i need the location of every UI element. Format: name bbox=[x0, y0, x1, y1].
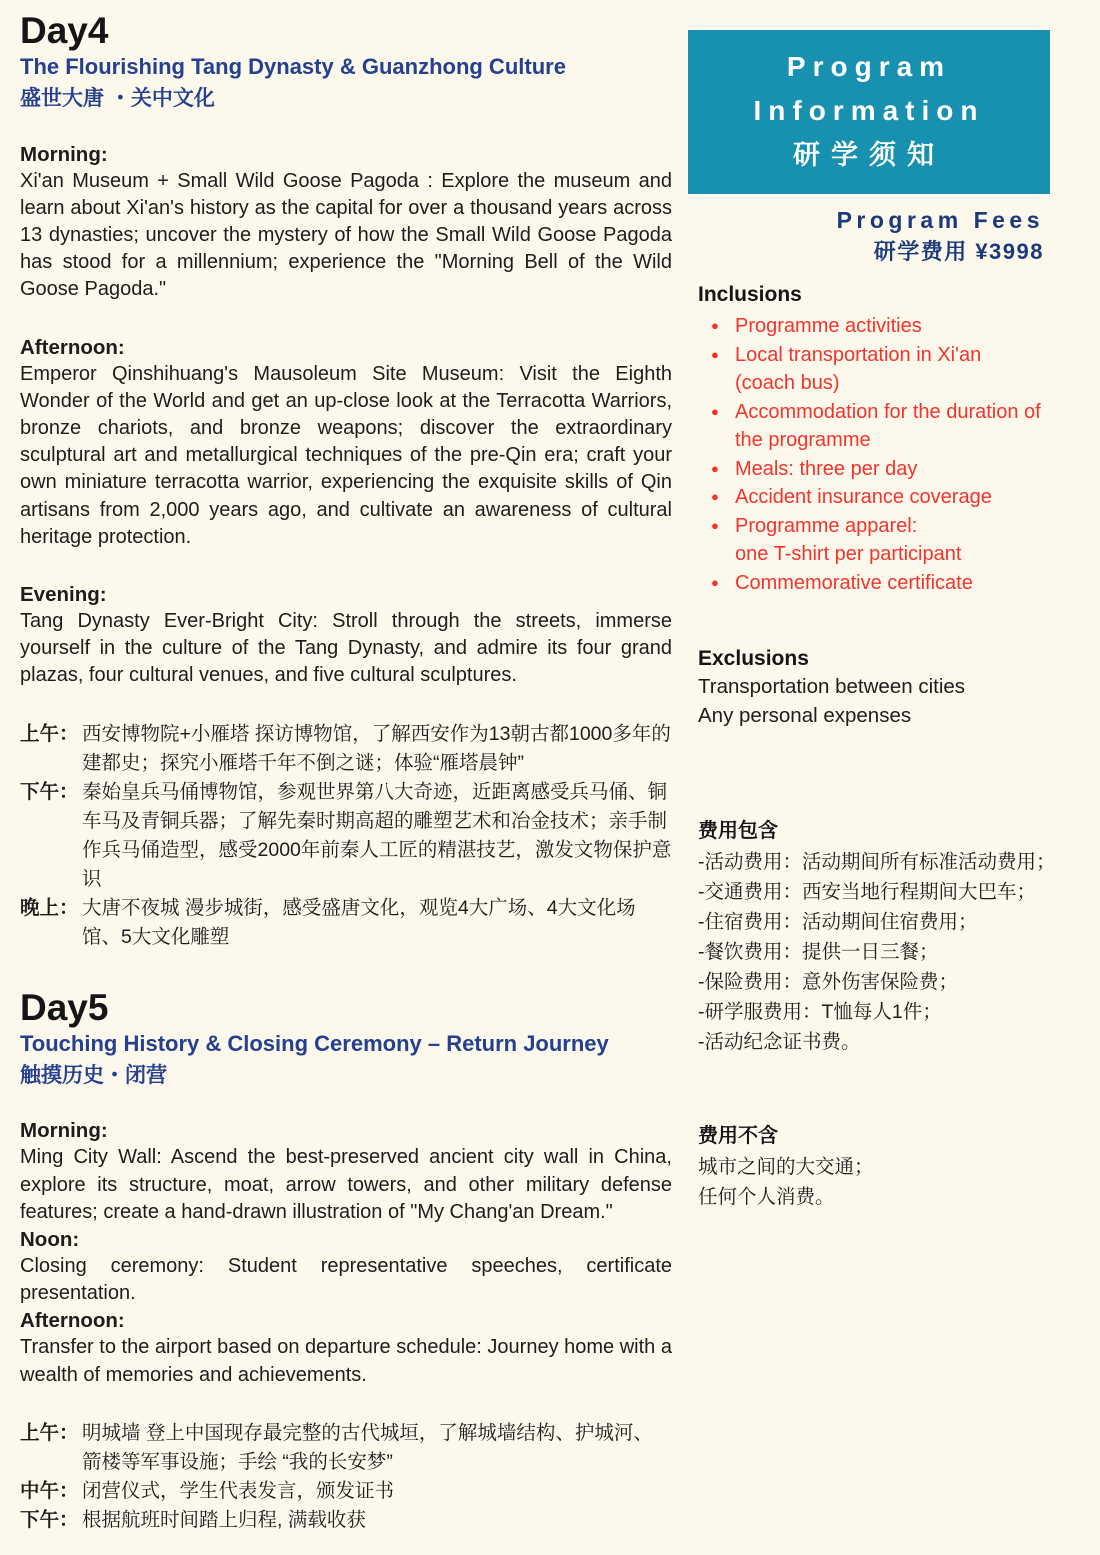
block-text: Xi'an Museum + Small Wild Goose Pagoda : Explore the museum and learn about Xi'an's history as the capital for over a thousand years across 13 dynasties; uncover the mystery of how the Small Wild Goose Pagoda has stood for a millennium; experience the "Morning Bell of the Wild Goose Pagoda." bbox=[20, 169, 672, 301]
day5-section bbox=[20, 987, 672, 1535]
bullet-icon: ● bbox=[711, 517, 719, 533]
inclusion-line: the programme bbox=[735, 429, 871, 451]
inclusion-item bbox=[698, 455, 1072, 484]
zh-schedule-label: 下午： bbox=[20, 1508, 79, 1531]
program-fees-price: 研学费用 ¥3998 bbox=[873, 239, 1044, 264]
day4-subtitle-en: The Flourishing Tang Dynasty & Guanzhong Culture bbox=[20, 54, 566, 80]
fee-line: -活动纪念证书费。 bbox=[698, 1031, 861, 1053]
day4-afternoon-block bbox=[20, 334, 672, 551]
program-fees-title: Program Fees bbox=[836, 207, 1044, 233]
inclusion-item bbox=[698, 398, 1072, 455]
day5-subtitle-zh: 触摸历史・闭营 bbox=[20, 1064, 167, 1088]
zh-schedule-item bbox=[20, 894, 672, 952]
zh-schedule-text: 明城墙 登上中国现存最完整的古代城垣，了解城墙结构、护城河、箭楼等军事设施；手绘 “我的长安梦” bbox=[82, 1421, 653, 1473]
itinerary-column bbox=[20, 10, 672, 1535]
zh-schedule-text: 根据航班时间踏上归程, 满载收获 bbox=[82, 1508, 366, 1531]
day5-subtitle-en: Touching History & Closing Ceremony – Return Journey bbox=[20, 1031, 609, 1057]
inclusion-line: Accident insurance coverage bbox=[735, 486, 992, 508]
zh-schedule-text: 西安博物院+小雁塔 探访博物馆，了解西安作为13朝古都1000多年的建都史；探究小雁塔千年不倒之谜；体验“雁塔晨钟” bbox=[82, 722, 671, 774]
zh-schedule-item bbox=[20, 1419, 672, 1477]
day4-section bbox=[20, 10, 672, 952]
day4-subtitle-zh: 盛世大唐 ・关中文化 bbox=[20, 87, 215, 111]
inclusions-list bbox=[688, 312, 1072, 597]
program-info-title-en: Program Information bbox=[753, 51, 985, 126]
block-text: Ming City Wall: Ascend the best-preserved ancient city wall in China, explore its structure, moat, arrow towers, and other military defense features; create a hand-drawn illustration of "My Chang'an Dream." bbox=[20, 1146, 672, 1223]
inclusion-line: Commemorative certificate bbox=[735, 571, 973, 594]
zh-schedule-item bbox=[20, 778, 672, 894]
block-text: Closing ceremony: Student representative speeches, certificate presentation. bbox=[20, 1254, 672, 1305]
inclusion-line: Programme apparel: bbox=[735, 514, 918, 537]
zh-schedule-label: 上午： bbox=[20, 722, 79, 745]
day5-afternoon-block bbox=[20, 1307, 672, 1388]
day5-zh-schedule bbox=[20, 1419, 672, 1535]
inclusion-item bbox=[698, 341, 1072, 398]
zh-schedule-item bbox=[20, 1477, 672, 1506]
program-fees bbox=[688, 206, 1050, 267]
fee-line: -餐饮费用：提供一日三餐； bbox=[698, 941, 939, 963]
zh-schedule-label: 上午： bbox=[20, 1421, 79, 1444]
fee-line: 城市之间的大交通； bbox=[698, 1156, 874, 1178]
exclusion-item: Any personal expenses bbox=[698, 703, 912, 727]
inclusion-item bbox=[698, 512, 1072, 569]
fee-line: -研学服费用：T恤每人1件； bbox=[698, 1001, 942, 1023]
zh-schedule-item bbox=[20, 1506, 672, 1535]
zh-schedule-text: 大唐不夜城 漫步城街，感受盛唐文化，观览4大广场、4大文化场馆、5大文化雕塑 bbox=[82, 896, 636, 948]
bullet-icon: ● bbox=[711, 460, 719, 476]
fee-line: -交通费用：西安当地行程期间大巴车； bbox=[698, 881, 1036, 903]
fee-line: 任何个人消费。 bbox=[698, 1186, 835, 1208]
block-label: Afternoon: bbox=[20, 335, 125, 359]
fee-line: -住宿费用：活动期间住宿费用； bbox=[698, 911, 978, 933]
fee-line: -保险费用：意外伤害保险费； bbox=[698, 971, 958, 993]
bullet-icon: ● bbox=[711, 489, 719, 504]
inclusion-item bbox=[698, 569, 1072, 598]
bullet-icon: ● bbox=[711, 346, 719, 362]
program-info-column bbox=[688, 10, 1072, 1535]
block-text: Emperor Qinshihuang's Mausoleum Site Museum: Visit the Eighth Wonder of the World and get an up-close look at the Terracotta Warriors, bronze chariots, and bronze weapons; discover the extraordinary sculptural art and metallurgical techniques of the pre-Qin era; craft your own miniature terracotta warrior, experiencing the exquisite skills of Qin artisans from 2,000 years ago, and cultivate an awareness of cultural heritage protection. bbox=[20, 362, 672, 548]
inclusion-line: one T-shirt per participant bbox=[735, 543, 962, 565]
day5-noon-block bbox=[20, 1226, 672, 1307]
block-label: Noon: bbox=[20, 1227, 80, 1251]
fee-line: -活动费用：活动期间所有标准活动费用； bbox=[698, 851, 1056, 873]
bullet-icon: ● bbox=[711, 318, 719, 333]
zh-schedule-label: 下午： bbox=[20, 780, 79, 803]
fees-included-zh-heading: 费用包含 bbox=[698, 820, 778, 842]
day4-zh-schedule bbox=[20, 720, 672, 952]
bullet-icon: ● bbox=[711, 574, 719, 590]
zh-schedule-label: 晚上： bbox=[20, 896, 79, 919]
day4-title: Day4 bbox=[20, 10, 109, 51]
zh-schedule-item bbox=[20, 720, 672, 778]
fees-excluded-zh-heading: 费用不含 bbox=[698, 1125, 778, 1147]
program-info-box bbox=[688, 30, 1050, 194]
exclusions-heading: Exclusions bbox=[698, 647, 809, 670]
inclusions-heading: Inclusions bbox=[698, 283, 802, 306]
zh-schedule-text: 秦始皇兵马俑博物馆，参观世界第八大奇迹，近距离感受兵马俑、铜车马及青铜兵器；了解先秦时期高超的雕塑艺术和冶金技术；亲手制作兵马俑造型，感受2000年前秦人工匠的精湛技艺，激发文物保护意识 bbox=[82, 780, 672, 890]
inclusion-line: Accommodation for the duration of bbox=[735, 400, 1041, 423]
exclusion-item: Transportation between cities bbox=[698, 675, 966, 698]
block-label: Morning: bbox=[20, 1119, 108, 1143]
inclusion-line: Programme activities bbox=[735, 315, 922, 337]
day4-evening-block bbox=[20, 581, 672, 690]
block-text: Tang Dynasty Ever-Bright City: Stroll through the streets, immerse yourself in the culture of the Tang Dynasty, and admire its four grand plazas, four cultural venues, and five cultural sculptures. bbox=[20, 610, 672, 687]
day5-title: Day5 bbox=[20, 986, 109, 1028]
day4-morning-block bbox=[20, 141, 672, 304]
inclusion-item bbox=[698, 483, 1072, 512]
zh-schedule-text: 闭营仪式，学生代表发言，颁发证书 bbox=[82, 1479, 395, 1502]
inclusion-item bbox=[698, 312, 1072, 341]
bullet-icon: ● bbox=[711, 403, 719, 419]
block-label: Evening: bbox=[20, 583, 107, 607]
inclusion-line: Meals: three per day bbox=[735, 457, 918, 480]
inclusion-line: (coach bus) bbox=[735, 372, 840, 394]
inclusion-line: Local transportation in Xi'an bbox=[735, 343, 982, 366]
block-label: Morning: bbox=[20, 142, 108, 166]
block-label: Afternoon: bbox=[20, 1309, 125, 1333]
block-text: Transfer to the airport based on departure schedule: Journey home with a wealth of memories and achievements. bbox=[20, 1336, 672, 1386]
zh-schedule-label: 中午： bbox=[20, 1479, 79, 1502]
program-info-title-zh: 研学须知 bbox=[793, 140, 945, 170]
day5-morning-block bbox=[20, 1117, 672, 1226]
